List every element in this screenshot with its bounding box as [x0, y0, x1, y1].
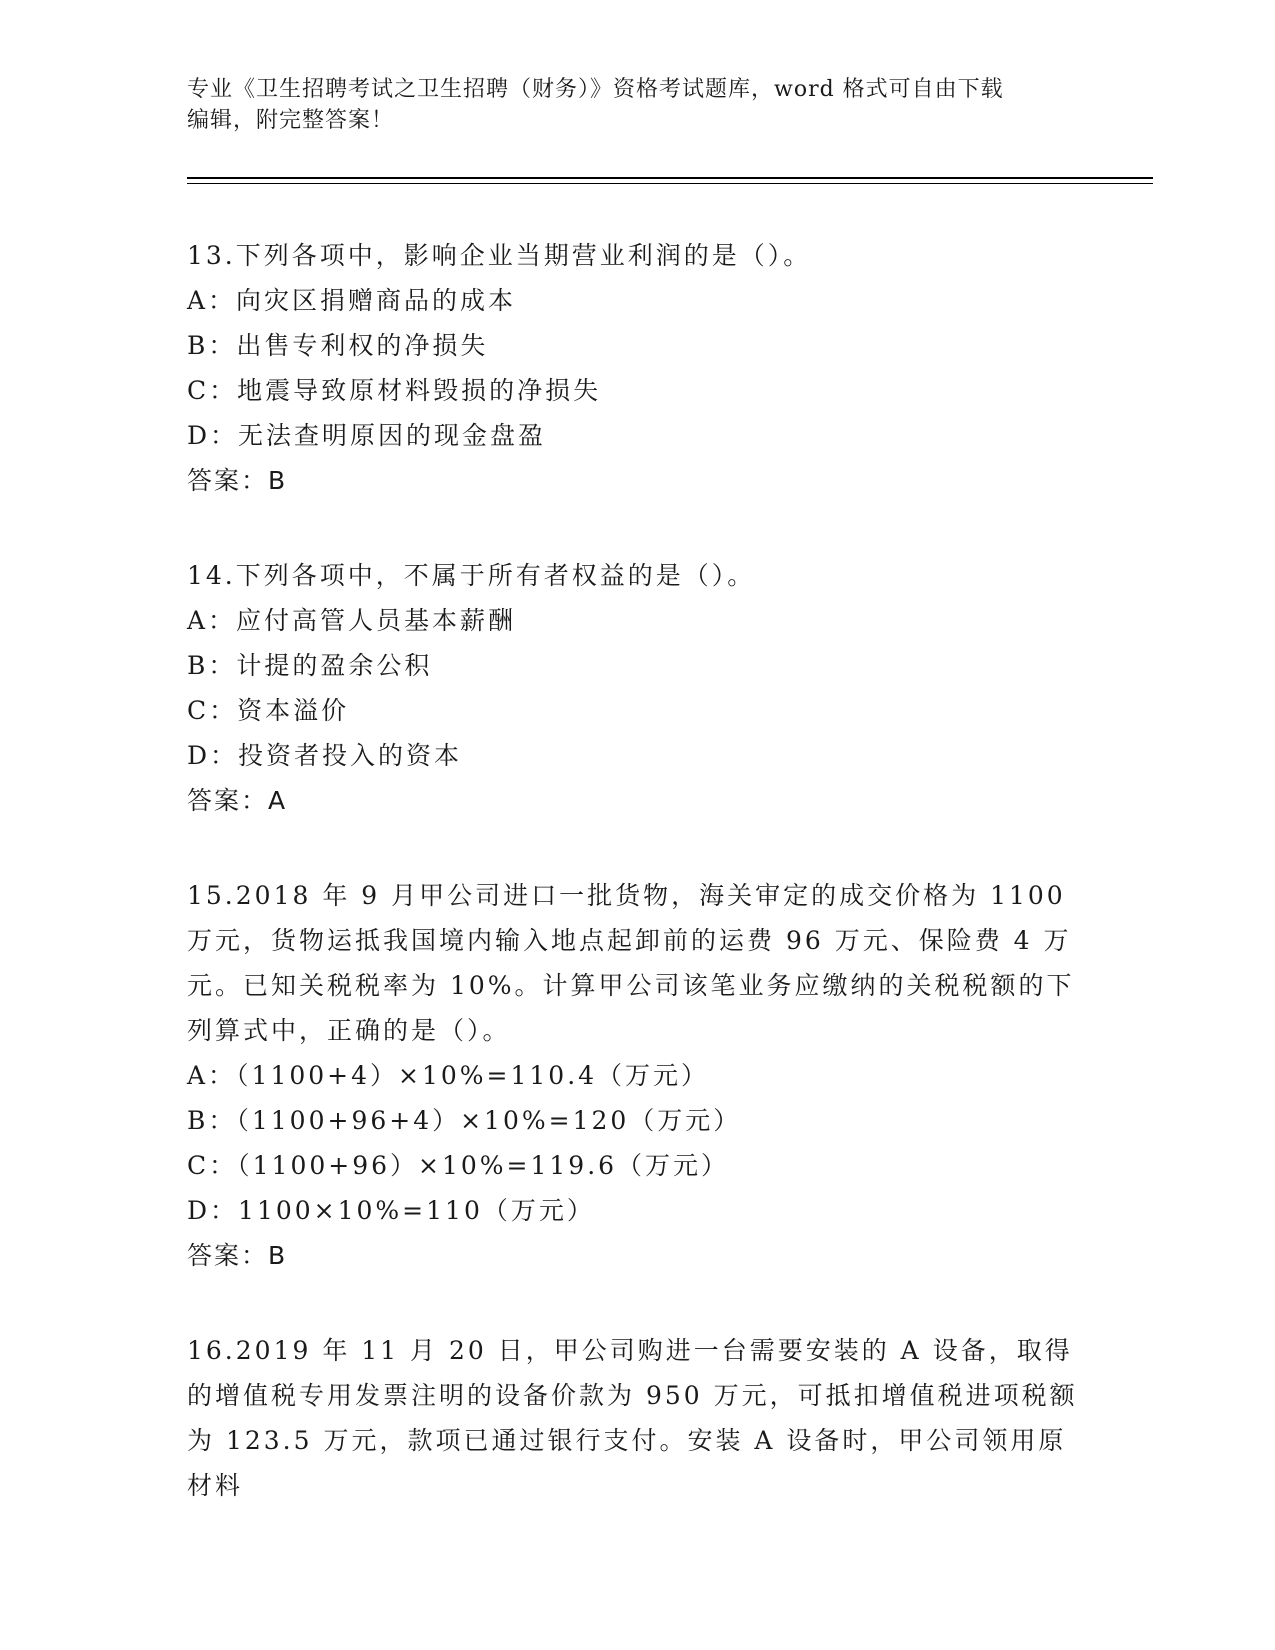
question-16 [187, 1328, 1087, 1508]
question-stem: 15.2018 年 9 月甲公司进口一批货物，海关审定的成交价格为 1100 万元，货物运抵我国境内输入地点起卸前的运费 96 万元、保险费 4 万元。已知关税税率为 10%。计算甲公司该笔业务应缴纳的关税税额的下列算式中，正确的是（）。 [187, 881, 1075, 1045]
answer-label: 答案：B [187, 1241, 288, 1270]
option-c: C：地震导致原材料毁损的净损失 [187, 376, 602, 405]
question-stem: 13.下列各项中，影响企业当期营业利润的是（）。 [187, 241, 812, 270]
question-list [187, 233, 1087, 1558]
header-line-2: 编辑，附完整答案！ [187, 108, 395, 133]
document-header [187, 74, 1067, 136]
header-divider-thick [187, 177, 1153, 179]
question-stem: 16.2019 年 11 月 20 日，甲公司购进一台需要安装的 A 设备，取得的增值税专用发票注明的设备价款为 950 万元，可抵扣增值税进项税额为 123.5 万元，款项已通过银行支付。安装 A 设备时，甲公司领用原材料 [187, 1336, 1078, 1500]
header-line-1: 专业《卫生招聘考试之卫生招聘（财务）》资格考试题库，word 格式可自由下载 [187, 77, 1004, 102]
option-d: D：投资者投入的资本 [187, 741, 463, 770]
question-13 [187, 233, 1087, 503]
option-c: C：资本溢价 [187, 696, 350, 725]
question-14 [187, 553, 1087, 823]
option-b: B：出售专利权的净损失 [187, 331, 489, 360]
header-divider-thin [187, 183, 1153, 184]
option-b: B：计提的盈余公积 [187, 651, 433, 680]
option-a: A：（1100+4）×10%=110.4（万元） [187, 1061, 710, 1090]
option-a: A：向灾区捐赠商品的成本 [187, 286, 517, 315]
question-15 [187, 873, 1087, 1278]
option-d: D：无法查明原因的现金盘盈 [187, 421, 547, 450]
option-c: C：（1100+96）×10%=119.6（万元） [187, 1151, 730, 1180]
question-stem: 14.下列各项中，不属于所有者权益的是（）。 [187, 561, 756, 590]
answer-label: 答案：B [187, 466, 288, 495]
option-d: D：1100×10%=110（万元） [187, 1196, 595, 1225]
option-a: A：应付高管人员基本薪酬 [187, 606, 517, 635]
answer-label: 答案：A [187, 786, 288, 815]
option-b: B：（1100+96+4）×10%=120（万元） [187, 1106, 742, 1135]
